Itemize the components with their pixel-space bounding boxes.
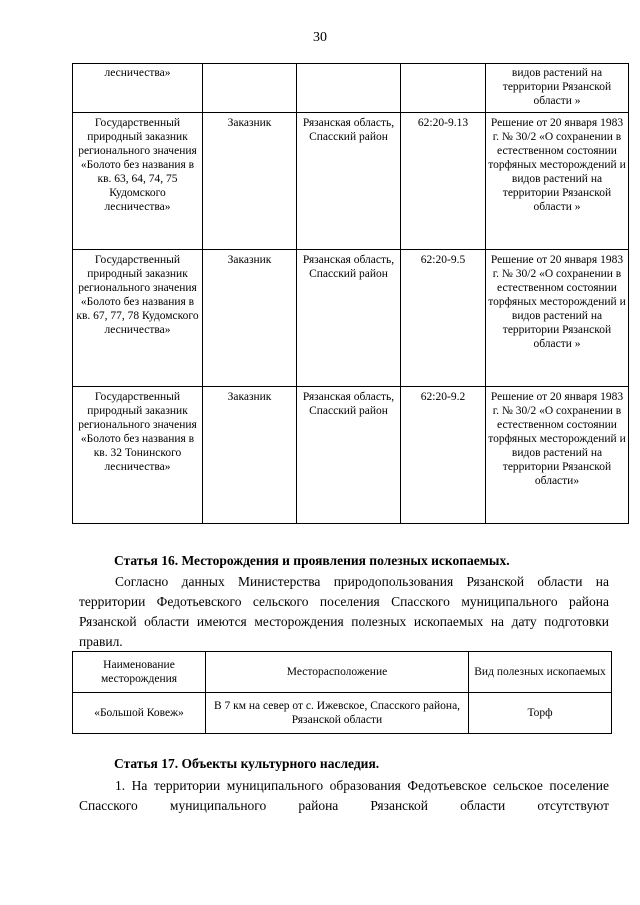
header-deposit-name: Наименование месторождения <box>73 652 206 693</box>
reserve-location-cell: Рязанская область, Спасский район <box>297 113 401 250</box>
article-16-text: Согласно данных Министерства природопользования Рязанской области на территории Федотьевского сельского поселения Спасского муниципального района Рязанской области имеются месторождения полезных ископаемых на дату подготовки правил. <box>79 574 609 649</box>
reserve-name-cell: лесничества» <box>73 64 203 113</box>
deposits-table <box>72 651 612 734</box>
reserve-location-cell: Рязанская область, Спасский район <box>297 387 401 524</box>
article-16-paragraph <box>79 572 609 652</box>
header-deposit-location: Месторасположение <box>206 652 469 693</box>
reserve-document-cell: видов растений на территории Рязанской области » <box>486 64 629 113</box>
article-16-heading: Статья 16. Месторождения и проявления полезных ископаемых. <box>114 553 510 568</box>
table-row <box>73 387 629 524</box>
reserve-name-cell: Государственный природный заказник регионального значения «Болото без названия в кв. 32 Тонинского лесничества» <box>73 387 203 524</box>
reserve-type-cell: Заказник <box>203 387 297 524</box>
page-number: 30 <box>313 30 327 45</box>
deposit-location-cell: В 7 км на север от с. Ижевское, Спасского района, Рязанской области <box>206 693 469 734</box>
reserve-type-cell <box>203 64 297 113</box>
reserve-code-cell: 62:20-9.13 <box>401 113 486 250</box>
article-17-heading: Статья 17. Объекты культурного наследия. <box>114 756 380 771</box>
reserve-name-cell: Государственный природный заказник регионального значения «Болото без названия в кв. 63, 64, 74, 75 Кудомского лесничества» <box>73 113 203 250</box>
reserve-type-cell: Заказник <box>203 250 297 387</box>
reserve-code-cell: 62:20-9.5 <box>401 250 486 387</box>
reserve-code-cell <box>401 64 486 113</box>
table-row <box>73 250 629 387</box>
reserve-document-cell: Решение от 20 января 1983 г. № 30/2 «О сохранении в естественном состоянии торфяных месторождений и видов растений на территории Рязанской области» <box>486 387 629 524</box>
table-row <box>73 64 629 113</box>
table-row <box>73 693 612 734</box>
reserve-document-cell: Решение от 20 января 1983 г. № 30/2 «О сохранении в естественном состоянии торфяных месторождений и видов растений на территории Рязанской области » <box>486 113 629 250</box>
reserves-table <box>72 63 629 524</box>
deposit-mineral-cell: Торф <box>469 693 612 734</box>
reserve-document-cell: Решение от 20 января 1983 г. № 30/2 «О сохранении в естественном состоянии торфяных месторождений и видов растений на территории Рязанской области » <box>486 250 629 387</box>
header-mineral-type: Вид полезных ископаемых <box>469 652 612 693</box>
deposit-name-cell: «Большой Ковеж» <box>73 693 206 734</box>
article-17-paragraph <box>79 776 609 816</box>
reserve-code-cell: 62:20-9.2 <box>401 387 486 524</box>
reserve-type-cell: Заказник <box>203 113 297 250</box>
reserve-location-cell <box>297 64 401 113</box>
article-17-text: 1. На территории муниципального образования Федотьевское сельское поселение Спасского муниципального района Рязанской области отсутствуют <box>79 778 609 813</box>
reserve-location-cell: Рязанская область, Спасский район <box>297 250 401 387</box>
table-header-row <box>73 652 612 693</box>
reserve-name-cell: Государственный природный заказник регионального значения «Болото без названия в кв. 67, 77, 78 Кудомского лесничества» <box>73 250 203 387</box>
table-row <box>73 113 629 250</box>
